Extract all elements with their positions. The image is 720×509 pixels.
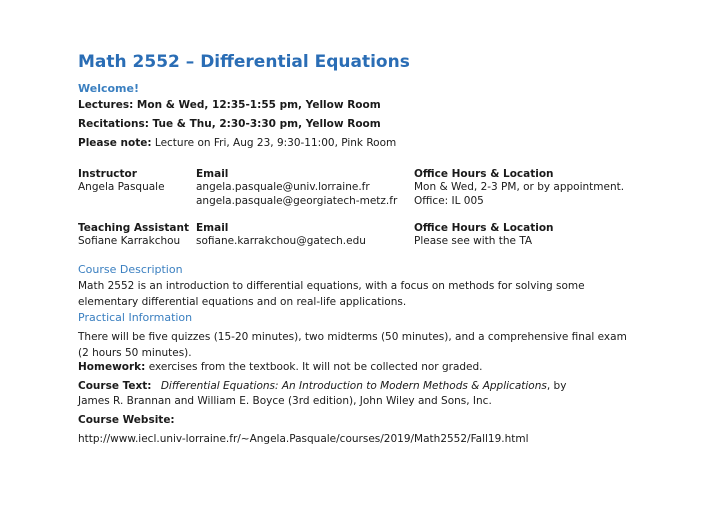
ta-hours-header: Office Hours & Location: [414, 222, 554, 234]
instructor-email-2[interactable]: angela.pasquale@georgiatech-metz.fr: [196, 195, 398, 207]
homework-text: exercises from the textbook. It will not be collected nor graded.: [148, 361, 483, 373]
course-website-label: Course Website:: [78, 414, 175, 426]
course-description-heading: Course Description: [78, 263, 183, 276]
instructor-email-header: Email: [196, 168, 229, 180]
note-label: Please note:: [78, 137, 152, 149]
instructor-office: Office: IL 005: [414, 195, 484, 207]
recitations-line: Recitations: Tue & Thu, 2:30-3:30 pm, Yellow Room: [78, 118, 381, 130]
ta-email[interactable]: sofiane.karrakchou@gatech.edu: [196, 235, 366, 247]
ta-office-hours: Please see with the TA: [414, 235, 533, 247]
instructor-name: Angela Pasquale: [78, 181, 165, 193]
practical-info-heading: Practical Information: [78, 311, 193, 324]
course-text-authors: James R. Brannan and William E. Boyce (3rd edition), John Wiley and Sons, Inc.: [78, 395, 492, 407]
page-title: Math 2552 – Differential Equations: [78, 52, 410, 72]
welcome-heading: Welcome!: [78, 82, 139, 95]
instructor-hours-header: Office Hours & Location: [414, 168, 554, 180]
ta-name: Sofiane Karrakchou: [78, 235, 181, 247]
ta-email-header: Email: [196, 222, 229, 234]
course-text-title: Differential Equations: An Introduction to Modern Methods & Applications: [160, 380, 547, 392]
course-text-line: [78, 380, 566, 392]
homework-label: Homework:: [78, 361, 146, 373]
homework-line: [78, 361, 483, 373]
ta-header: Teaching Assistant: [78, 222, 189, 234]
note-text: Lecture on Fri, Aug 23, 9:30-11:00, Pink Room: [154, 137, 397, 149]
practical-info-text: There will be five quizzes (15-20 minutes), two midterms (50 minutes), and a comprehensive final exam (2 hours 50 minutes).: [78, 331, 627, 359]
lectures-line: Lectures: Mon & Wed, 12:35-1:55 pm, Yellow Room: [78, 99, 381, 111]
course-description-text: Math 2552 is an introduction to differential equations, with a focus on methods for solving some elementary differential equations and on real-life applications.: [78, 280, 585, 308]
course-website-link[interactable]: http://www.iecl.univ-lorraine.fr/~Angela.Pasquale/courses/2019/Math2552/Fall19.html: [78, 433, 529, 445]
instructor-email-1[interactable]: angela.pasquale@univ.lorraine.fr: [196, 181, 370, 193]
course-text-label: Course Text:: [78, 380, 152, 392]
course-text-by: , by: [546, 380, 567, 392]
instructor-office-hours: Mon & Wed, 2-3 PM, or by appointment.: [414, 181, 625, 193]
note-line: [78, 137, 396, 149]
instructor-header: Instructor: [78, 168, 137, 180]
